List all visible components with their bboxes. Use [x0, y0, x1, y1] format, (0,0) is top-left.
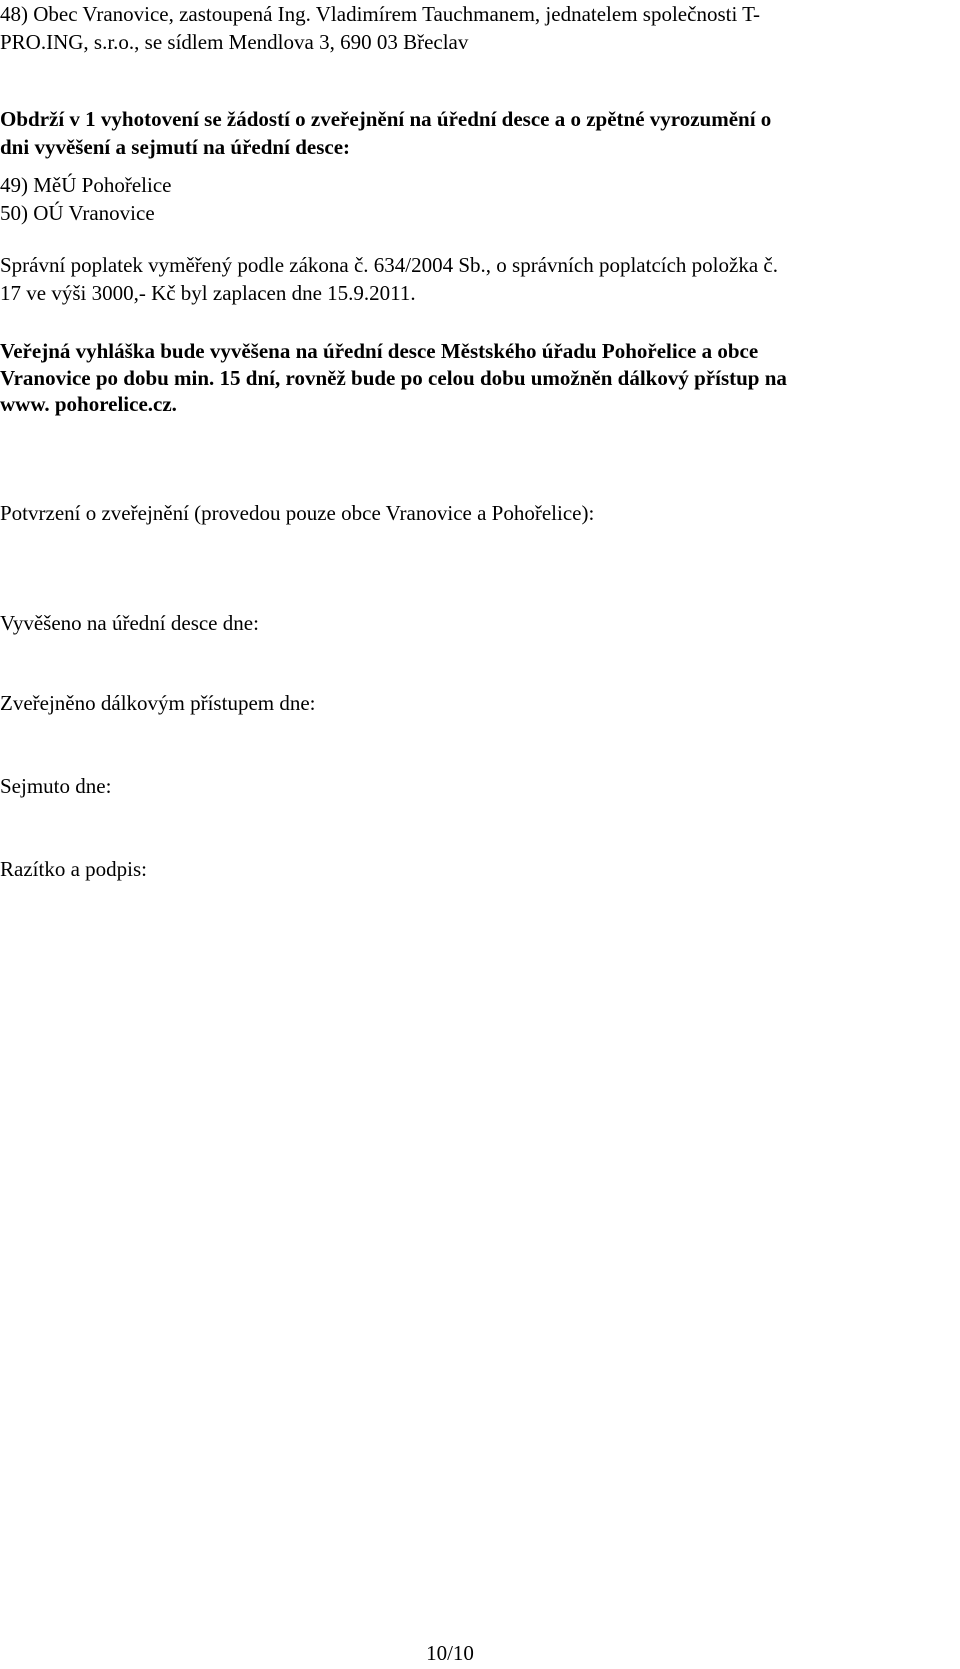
obtains-line-2: dni vyvěšení a sejmutí na úřední desce:	[0, 135, 351, 159]
notice-line-1: Veřejná vyhláška bude vyvěšena na úřední desce Městského úřadu Pohořelice a obce	[0, 339, 759, 363]
published-remote-field-label: Zveřejněno dálkovým přístupem dne:	[0, 691, 316, 715]
recipient-item: 50) OÚ Vranovice	[0, 201, 155, 225]
notice-line-2: Vranovice po dobu min. 15 dní, rovněž bude po celou dobu umožněn dálkový přístup na	[0, 366, 787, 390]
removed-field-label: Sejmuto dne:	[0, 774, 112, 798]
notice-line-3: www. pohorelice.cz.	[0, 392, 177, 416]
page-number: 10/10	[426, 1641, 474, 1665]
obtains-line-1: Obdrží v 1 vyhotovení se žádostí o zveřejnění na úřední desce a o zpětné vyrozumění o	[0, 107, 772, 131]
fee-line-1: Správní poplatek vyměřený podle zákona č. 634/2004 Sb., o správních poplatcích položka č.	[0, 253, 778, 277]
recipient-48-line-2: PRO.ING, s.r.o., se sídlem Mendlova 3, 690 03 Břeclav	[0, 30, 469, 54]
recipient-48-line-1: 48) Obec Vranovice, zastoupená Ing. Vladimírem Tauchmanem, jednatelem společnosti T-	[0, 2, 761, 26]
confirmation-heading: Potvrzení o zveřejnění (provedou pouze obce Vranovice a Pohořelice):	[0, 501, 595, 525]
stamp-signature-field-label: Razítko a podpis:	[0, 857, 147, 881]
recipient-item: 49) MěÚ Pohořelice	[0, 173, 172, 197]
posted-field-label: Vyvěšeno na úřední desce dne:	[0, 611, 259, 635]
fee-line-2: 17 ve výši 3000,- Kč byl zaplacen dne 15.9.2011.	[0, 281, 416, 305]
